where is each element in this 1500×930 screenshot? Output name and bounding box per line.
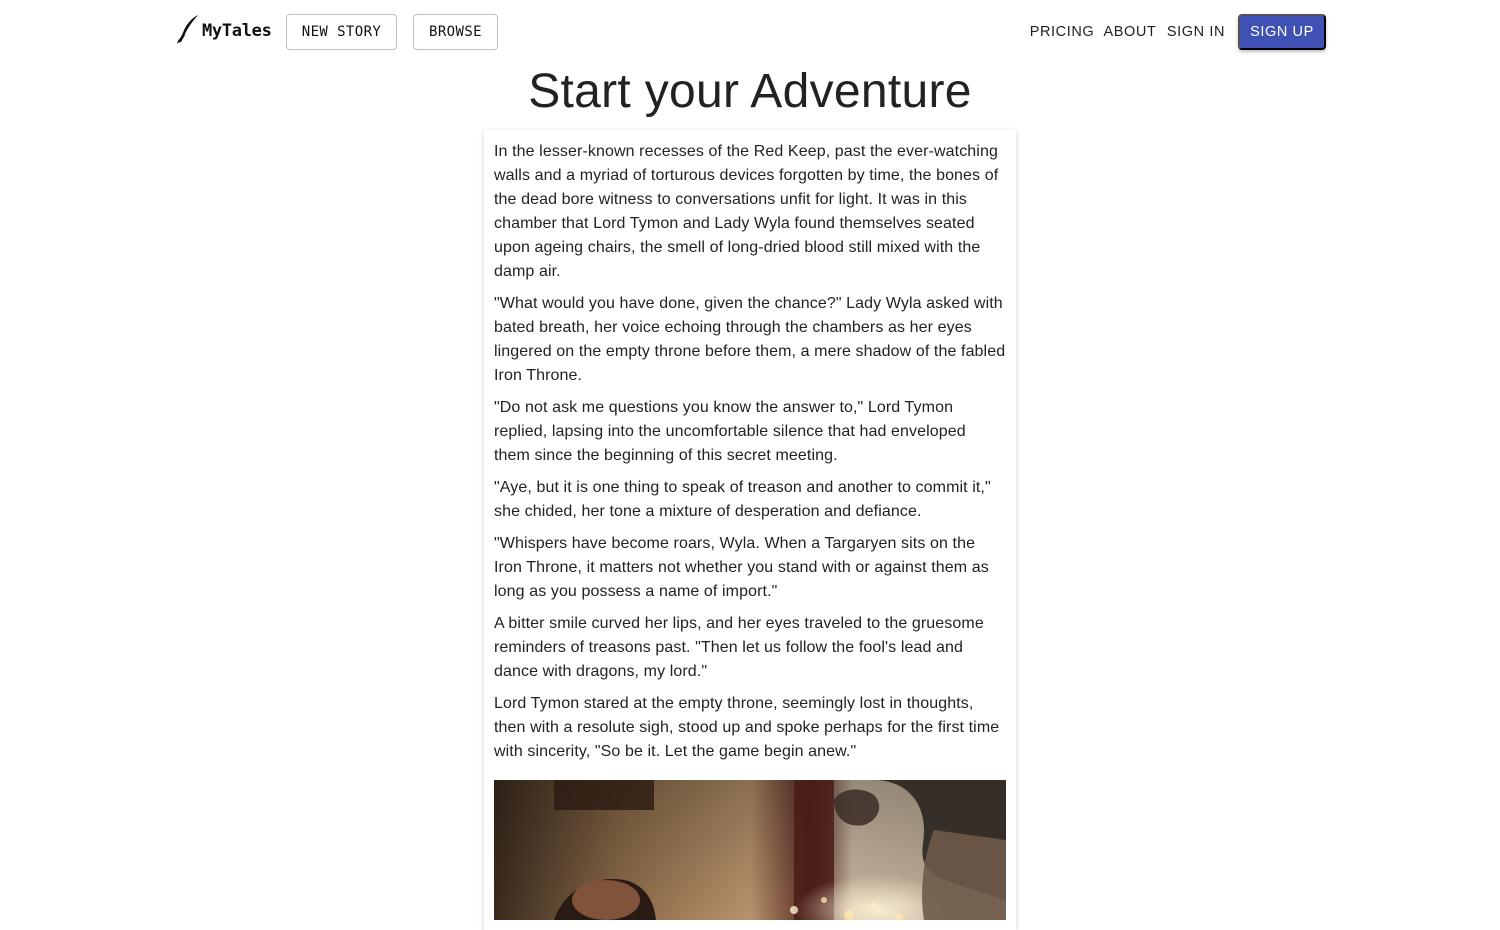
browse-button[interactable]: BROWSE bbox=[413, 14, 498, 50]
about-link[interactable]: ABOUT bbox=[1103, 24, 1157, 40]
story-paragraph: A bitter smile curved her lips, and her eyes traveled to the gruesome reminders of treasons past. "Then let us follow the fool's lead and dance with dragons, my lord." bbox=[494, 615, 984, 680]
story-paragraph: "What would you have done, given the chance?" Lady Wyla asked with bated breath, her voice echoing through the chambers as her eyes lingered on the empty throne before them, a mere shadow of the fabled Iron Throne. bbox=[494, 295, 1006, 384]
story-card bbox=[484, 130, 1016, 930]
quill-icon bbox=[176, 14, 200, 48]
story-paragraph: "Whispers have become roars, Wyla. When a Targaryen sits on the Iron Throne, it matters not whether you stand with or against them as long as you possess a name of import." bbox=[494, 535, 989, 600]
story-paragraph: "Aye, but it is one thing to speak of treason and another to commit it," she chided, her tone a mixture of desperation and defiance. bbox=[494, 479, 991, 520]
page-title: Start your Adventure bbox=[528, 65, 972, 118]
sign-up-button[interactable]: SIGN UP bbox=[1238, 14, 1326, 50]
brand-name: MyTales bbox=[202, 21, 272, 41]
story-paragraph: "Do not ask me questions you know the answer to," Lord Tymon replied, lapsing into the uncomfortable silence that had enveloped them since the beginning of this secret meeting. bbox=[494, 399, 966, 464]
top-navbar bbox=[0, 0, 1500, 64]
pricing-link[interactable]: PRICING bbox=[1029, 24, 1095, 40]
story-paragraph: Lord Tymon stared at the empty throne, seemingly lost in thoughts, then with a resolute sigh, stood up and spoke perhaps for the first time with sincerity, "So be it. Let the game begin anew." bbox=[494, 695, 1000, 760]
story-illustration bbox=[494, 780, 1006, 920]
sign-in-link[interactable]: SIGN IN bbox=[1166, 24, 1226, 40]
new-story-button[interactable]: NEW STORY bbox=[286, 14, 397, 50]
brand-logo[interactable] bbox=[176, 14, 272, 48]
story-paragraph: In the lesser-known recesses of the Red Keep, past the ever-watching walls and a myriad of torturous devices forgotten by time, the bones of the dead bore witness to conversations unfit for light. It was in this chamber that Lord Tymon and Lady Wyla found themselves seated upon ageing chairs, the smell of long-dried blood still mixed with the damp air. bbox=[494, 143, 999, 280]
